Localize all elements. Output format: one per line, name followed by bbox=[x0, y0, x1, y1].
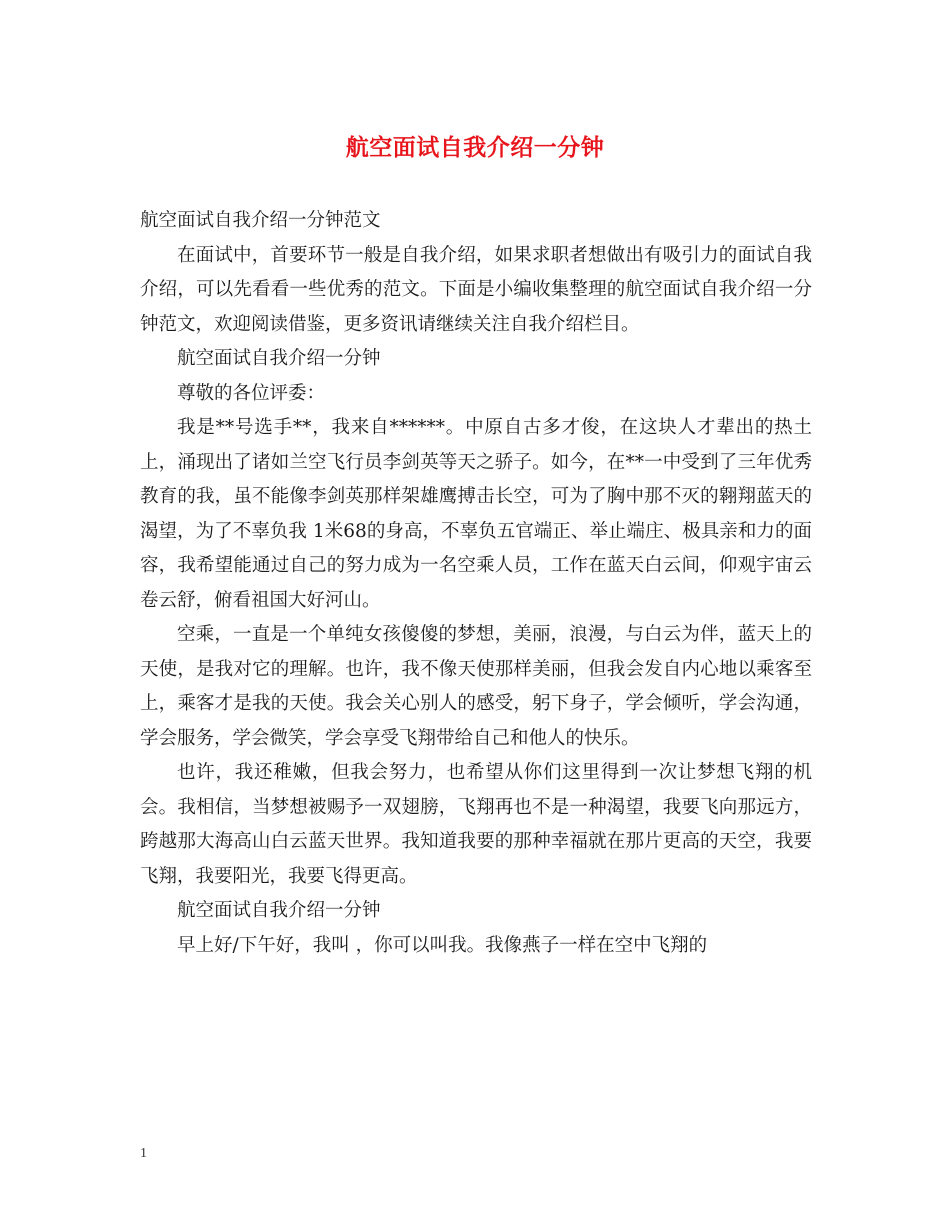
page-number: 1 bbox=[140, 1146, 147, 1161]
salutation-paragraph: 尊敬的各位评委： bbox=[177, 382, 326, 404]
subtitle-paragraph: 航空面试自我介绍一分钟范文 bbox=[140, 210, 381, 231]
document-title: 航空面试自我介绍一分钟 bbox=[345, 134, 605, 161]
body-paragraph: 也许，我还稚嫩，但我会努力，也希望从你们这里得到一次让梦想飞翔的机会。我相信，当梦想被赐予一双翅膀，飞翔再也不是一种渴望，我要飞向那远方，跨越那大海高山白云蓝天世界。我知道我要的那种幸福就在那片更高的天空，我要飞翔，我要阳光，我要飞得更高。 bbox=[140, 762, 812, 887]
intro-paragraph: 在面试中，首要环节一般是自我介绍，如果求职者想做出有吸引力的面试自我介绍，可以先看看一些优秀的范文。下面是小编收集整理的航空面试自我介绍一分钟范文，欢迎阅读借鉴，更多资讯请继续关注自我介绍栏目。 bbox=[140, 244, 812, 335]
section-heading: 航空面试自我介绍一分钟 bbox=[177, 348, 381, 369]
body-paragraph: 早上好/下午好，我叫 ，你可以叫我。我像燕子一样在空中飞翔的 bbox=[177, 934, 708, 956]
document-body bbox=[140, 204, 812, 963]
body-paragraph: 我是**号选手**，我来自******。中原自古多才俊，在这块人才辈出的热土上，涌现出了诸如兰空飞行员李剑英等天之骄子。如今，在**一中受到了三年优秀教育的我，虽不能像李剑英那样架雄鹰搏击长空，可为了胸中那不灭的翱翔蓝天的渴望，为了不辜负我 1米68的身高，不辜负五官端正、举止端庄、极具亲和力的面容，我希望能通过自己的努力成为一名空乘人员，工作在蓝天白云间，仰观宇宙云卷云舒，俯看祖国大好河山。 bbox=[140, 417, 812, 611]
body-paragraph: 空乘，一直是一个单纯女孩傻傻的梦想，美丽，浪漫，与白云为伴，蓝天上的天使，是我对它的理解。也许，我不像天使那样美丽，但我会发自内心地以乘客至上，乘客才是我的天使。我会关心别人的感受，躬下身子，学会倾听，学会沟通，学会服务，学会微笑，学会享受飞翔带给自己和他人的快乐。 bbox=[140, 624, 812, 749]
section-heading: 航空面试自我介绍一分钟 bbox=[177, 900, 381, 921]
